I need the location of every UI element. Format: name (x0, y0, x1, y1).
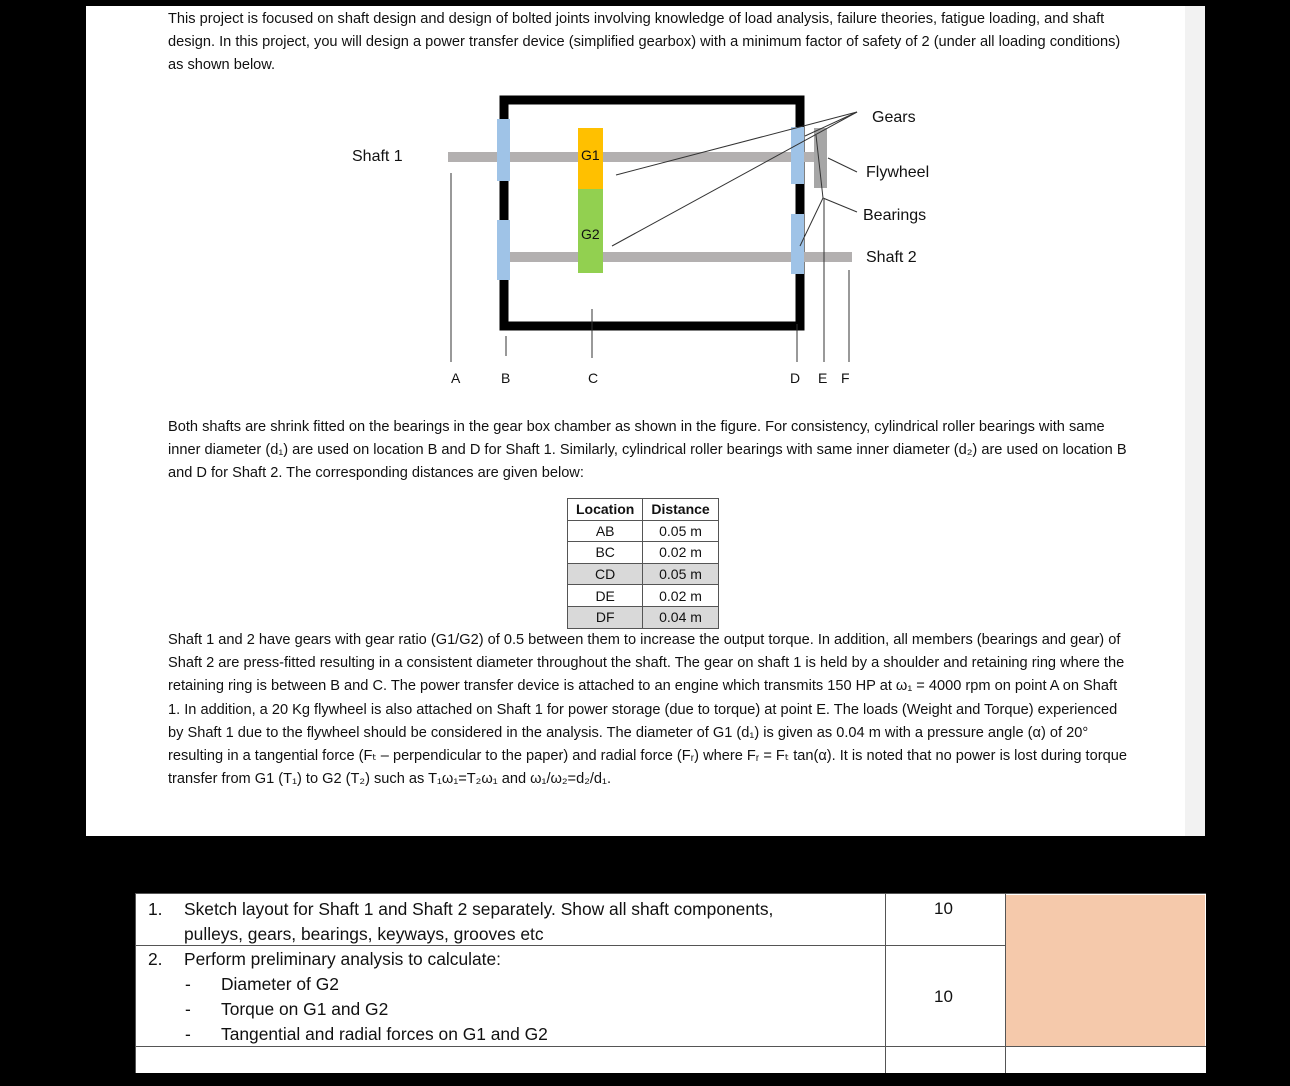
table-row (568, 606, 719, 628)
task-2-points: 10 (934, 987, 953, 1006)
task-2-bullet: Tangential and radial forces on G1 and G2 (221, 1024, 548, 1044)
table-row (568, 563, 719, 585)
point-b: B (501, 370, 511, 386)
bearing-d-shaft1 (791, 127, 804, 184)
table-cell: 0.04 m (643, 606, 718, 628)
task-1-number: 1. (148, 899, 163, 919)
bearing-b-shaft1 (497, 119, 510, 181)
point-f: F (841, 370, 850, 386)
point-d: D (790, 370, 801, 386)
gearbox-figure (105, 6, 1185, 406)
distance-table (567, 498, 719, 629)
table-cell: CD (568, 563, 643, 585)
task-2-number: 2. (148, 949, 163, 969)
task-1-text-line1: Sketch layout for Shaft 1 and Shaft 2 separately. Show all shaft components, (184, 899, 774, 919)
table-header-row (568, 499, 719, 521)
tasks-table (135, 893, 1206, 1073)
table-row (568, 520, 719, 542)
bearing-d-shaft2 (791, 214, 804, 274)
shafts-paragraph: Shaft 1 and 2 have gears with gear ratio (G1/G2) of 0.5 between them to increase the output torque. In addition, all members (bearings and gear) of Shaft 2 are press-fitted resulting in a consistent diameter throughout the shaft. The gear on shaft 1 is held by a shoulder and retaining ring where the retaining ring is between B and C. The power transfer device is attached to an engine which transmits 150 HP at ω₁ = 4000 rpm on point A on Shaft 1. In addition, a 20 Kg flywheel is also attached on Shaft 1 for power storage (due to torque) at point E. The loads (Weight and Torque) experienced by Shaft 1 due to the flywheel should be considered in the analysis. The diameter of G1 (d₁) is given as 0.04 m with a pressure angle (α) of 20° resulting in a tangential force (Fₜ – perpendicular to the paper) and radial force (Fᵣ) where Fᵣ = Fₜ tan(α). It is noted that no power is lost during torque transfer from G1 (T₁) to G2 (T₂) such as T₁ω₁=T₂ω₁ and ω₁/ω₂=d₂/d₁. (168, 632, 1127, 788)
table-row (568, 542, 719, 564)
flywheel-label: Flywheel (866, 164, 930, 181)
grading-cell[interactable] (1005, 895, 1205, 1047)
gears-label: Gears (872, 109, 916, 126)
bearings-label: Bearings (863, 207, 927, 224)
table-header: Distance (643, 499, 718, 521)
intro-paragraph: This project is focused on shaft design and design of bolted joints involving knowledge of load analysis, failure theories, fatigue loading, and shaft design. In this project, you will design a power transfer device (simplified gearbox) with a minimum factor of safety of 2 (under all loading conditions) as shown below. (168, 11, 1121, 74)
table-cell: DF (568, 606, 643, 628)
task-2-bullet: Torque on G1 and G2 (221, 999, 389, 1019)
table-row (568, 585, 719, 607)
table-cell: 0.05 m (643, 563, 718, 585)
table-cell: 0.02 m (643, 542, 718, 564)
point-e: E (818, 370, 828, 386)
document-page (105, 6, 1185, 836)
table-cell: BC (568, 542, 643, 564)
task-1-text-line2: pulleys, gears, bearings, keyways, grooves etc (184, 924, 544, 944)
bullet-dash: - (185, 1024, 191, 1044)
point-a: A (451, 370, 461, 386)
table-cell: AB (568, 520, 643, 542)
gearbox-housing (504, 100, 800, 326)
table-cell: DE (568, 585, 643, 607)
point-c: C (588, 370, 599, 386)
bullet-dash: - (185, 974, 191, 994)
shaft2-label: Shaft 2 (866, 249, 917, 266)
table-cell: 0.05 m (643, 520, 718, 542)
table-border (1005, 893, 1006, 1073)
table-cell: 0.02 m (643, 585, 718, 607)
bearing-b-shaft2 (497, 220, 510, 280)
g1-label: G1 (581, 147, 600, 163)
table-border (135, 893, 136, 1073)
task-1-points: 10 (934, 899, 953, 918)
bearings-paragraph: Both shafts are shrink fitted on the bearings in the gear box chamber as shown in the figure. For consistency, cylindrical roller bearings with same inner diameter (d₁) are used on location B and D for Shaft 1. Similarly, cylindrical roller bearings with same inner diameter (d₂) are used on location B and D for Shaft 2. The corresponding distances are given below: (168, 419, 1127, 482)
table-border (885, 893, 886, 1073)
g2-label: G2 (581, 226, 600, 242)
task-2-text: Perform preliminary analysis to calculate: (184, 949, 502, 969)
table-header: Location (568, 499, 643, 521)
bullet-dash: - (185, 999, 191, 1019)
shaft1-label: Shaft 1 (352, 148, 403, 165)
table-border (135, 893, 1206, 894)
page-right-margin (1185, 6, 1205, 836)
task-2-bullet: Diameter of G2 (221, 974, 339, 994)
point-lines (451, 173, 849, 362)
page-left-margin (86, 6, 105, 836)
